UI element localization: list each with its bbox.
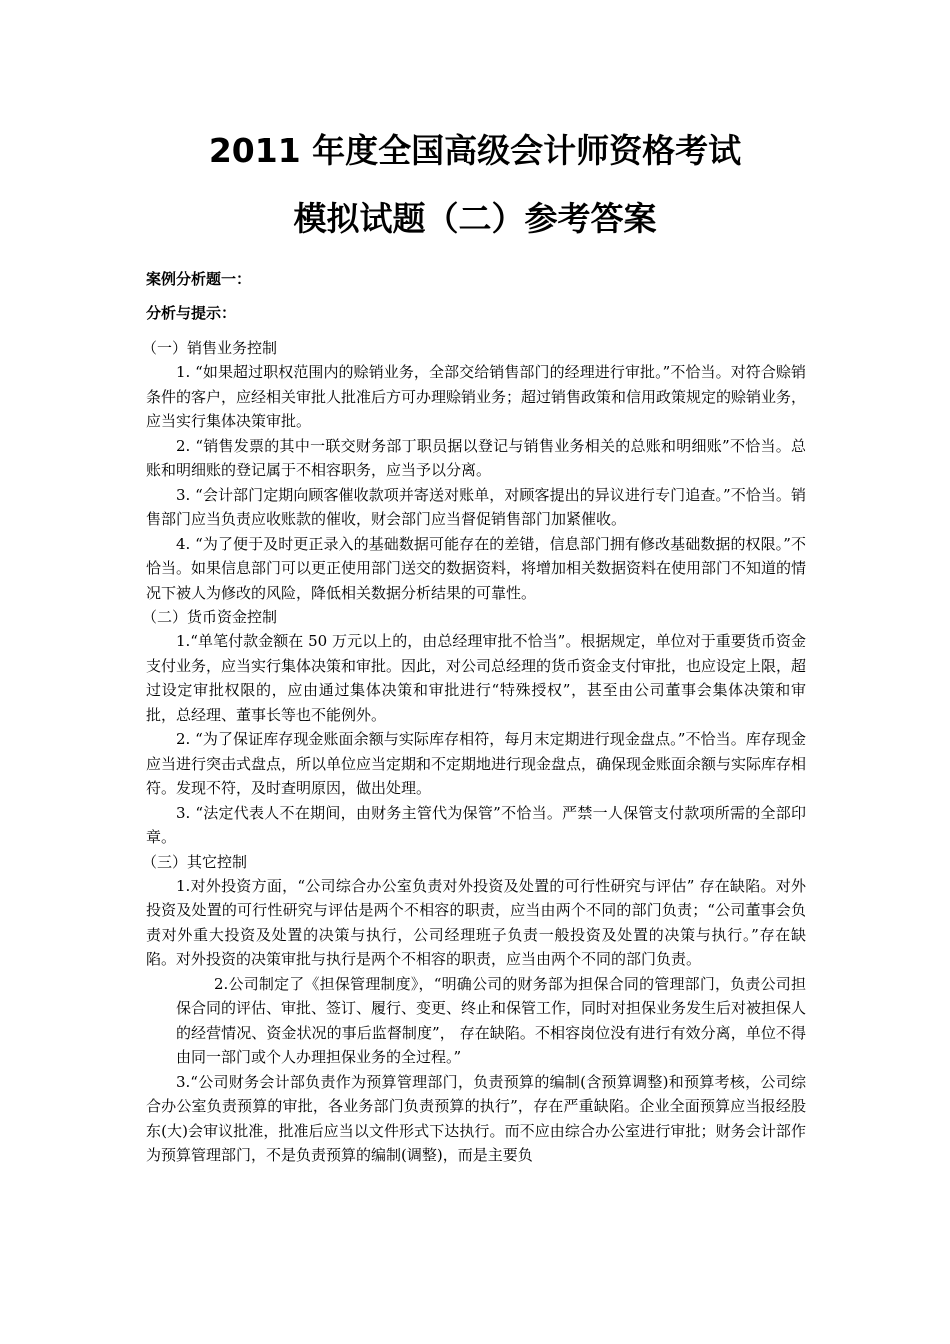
- paragraph: 1.“单笔付款金额在 50 万元以上的，由总经理审批不恰当”。根据规定，单位对于重要货币资金支付业务，应当实行集体决策和审批。因此，对公司总经理的货币资金支付审批，也应设定上限，超过设定审批权限的，应由通过集体决策和审批进行“特殊授权”，甚至由公司董事会集体决策和审批，总经理、董事长等也不能例外。: [146, 632, 807, 724]
- paragraph: 3.“公司财务会计部负责作为预算管理部门，负责预算的编制(含预算调整)和预算考核，公司综合办公室负责预算的审批，各业务部门负责预算的执行”，存在严重缺陷。企业全面预算应当报经股东(大)会审议批准，批准后应当以文件形式下达执行。而不应由综合办公室进行审批；财务会计部作为预算管理部门，不是负责预算的编制(调整)，而是主要负: [146, 1072, 806, 1164]
- document-title-line-1: 2011 年度全国高级会计师资格考试: [208, 131, 742, 170]
- paragraph-indented-block: 2.公司制定了《担保管理制度》，“明确公司的财务部为担保合同的管理部门，负责公司担保合同的评估、审批、签订、履行、变更、终止和保管工作，同时对担保业务发生后对被担保人的经营情况、资金状况的事后监督制度”， 存在缺陷。不相容岗位没有进行有效分离，单位不得由同一部门或个人办理担保业务的全过程。”: [176, 974, 807, 1067]
- paragraph: 1.对外投资方面，“公司综合办公室负责对外投资及处置的可行性研究与评估” 存在缺陷。对外投资及处置的可行性研究与评估是两个不相容的职责，应当由两个不同的部门负责；“公司董事会负责对外重大投资及处置的决策与执行，公司经理班子负责一般投资及处置的决策与执行。”存在缺陷。对外投资的决策审批与执行是两个不相容的职责，应当由两个不同的部门负责。: [146, 876, 806, 969]
- section-heading-cash: （二）货币资金控制: [142, 607, 278, 626]
- section-heading-sales: （一）销售业务控制: [142, 339, 278, 357]
- paragraph: 3. “会计部门定期向顾客催收款项并寄送对账单，对顾客提出的异议进行专门追查。”不恰当。销售部门应当负责应收账款的催收，财会部门应当督促销售部门加紧催收。: [146, 485, 806, 529]
- case-heading: 案例分析题一：: [146, 270, 252, 288]
- analysis-heading: 分析与提示：: [146, 304, 237, 322]
- section-heading-other: （三）其它控制: [142, 852, 248, 871]
- paragraph: 2. “为了保证库存现金账面余额与实际库存相符，每月末定期进行现金盘点。”不恰当。库存现金应当进行突击式盘点，所以单位应当定期和不定期地进行现金盘点，确保现金账面余额与实际库存相符。发现不符，及时查明原因，做出处理。: [146, 730, 807, 798]
- document-title-line-2: 模拟试题（二）参考答案: [293, 199, 657, 238]
- paragraph: 4. “为了便于及时更正录入的基础数据可能存在的差错，信息部门拥有修改基础数据的权限。”不恰当。如果信息部门可以更正使用部门送交的数据资料，将增加相关数据资料在使用部门不知道的情况下被人为修改的风险，降低相关数据分析结果的可靠性。: [146, 534, 807, 602]
- document-body: [142, 336, 807, 1167]
- paragraph: 1. “如果超过职权范围内的赊销业务，全部交给销售部门的经理进行审批。”不恰当。对符合赊销条件的客户，应经相关审批人批准后方可办理赊销业务；超过销售政策和信用政策规定的赊销业务，应当实行集体决策审批。: [146, 363, 807, 431]
- paragraph: 2. “销售发票的其中一联交财务部丁职员据以登记与销售业务相关的总账和明细账”不恰当。总账和明细账的登记属于不相容职务，应当予以分离。: [146, 436, 806, 480]
- paragraph: 3. “法定代表人不在期间，由财务主管代为保管”不恰当。严禁一人保管支付款项所需的全部印章。: [146, 803, 806, 847]
